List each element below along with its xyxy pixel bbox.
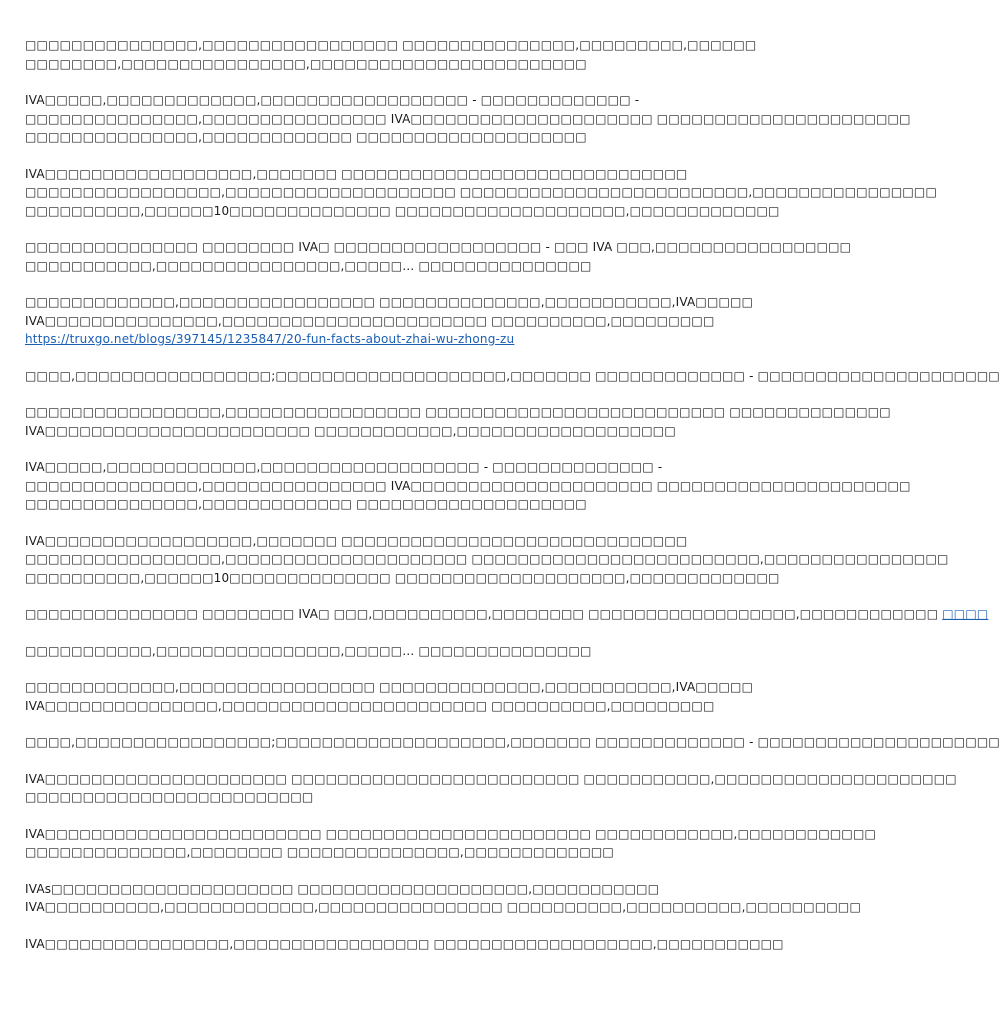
paragraph-12 xyxy=(25,678,754,715)
paragraph-14 xyxy=(25,770,957,807)
text-line: IVA□□□□□□□□□□□□□□□□,□□□□□□□□□□□□□□□□□ □□□□□□□□□□□□□□□□□□□,□□□□□□□□□□□ xyxy=(25,936,784,951)
text-line: □□□□□□□□□□□□□□□,□□□□□□□□□□□□□□□□ IVA□□□□□□□□□□□□□□□□□□□□□ □□□□□□□□□□□□□□□□□□□□□□ xyxy=(25,478,911,493)
paragraph-16 xyxy=(25,880,861,917)
text-line xyxy=(25,330,695,349)
inline-link[interactable]: □□□□ xyxy=(942,607,989,621)
text-line: □□□□□□□□□□□□□□□,□□□□□□□□□□□□□□□□□ □□□□□□□□□□□□□□□,□□□□□□□□□,□□□□□□ xyxy=(25,38,757,52)
text-line: □□□□□□□□□□□□□□,□□□□□□□□ □□□□□□□□□□□□□□□,□□□□□□□□□□□□□ xyxy=(25,845,614,859)
paragraph-6 xyxy=(25,367,1000,386)
text-line: □□□□□□□□□□□□□□□□□,□□□□□□□□□□□□□□□□□□□□ □□□□□□□□□□□□□□□□□□□□□□□□□,□□□□□□□□□□□□□□□□ xyxy=(25,185,937,199)
blog-post-link[interactable]: https://truxgo.net/blogs/397145/1235847/20-fun-facts-about-zhai-wu-zhong-zu xyxy=(25,332,515,346)
text-line: IVA□□□□□□□□□□□□□□□,□□□□□□□□□□□□□□□□□□□□□□□ □□□□□□□□□□,□□□□□□□□□ xyxy=(25,313,715,328)
text-line: IVA□□□□□,□□□□□□□□□□□□□,□□□□□□□□□□□□□□□□□□ - □□□□□□□□□□□□□ - xyxy=(25,93,640,107)
text-line: □□□□□□□□□□□,□□□□□□□□□□□□□□□□,□□□□□… □□□□□□□□□□□□□□□ xyxy=(25,643,592,658)
text-line xyxy=(25,605,989,624)
text-line: IVA□□□□□□□□□□□□□□□□□□,□□□□□□□ □□□□□□□□□□□□□□□□□□□□□□□□□□□□□□ xyxy=(25,533,688,548)
text-line: IVAs□□□□□□□□□□□□□□□□□□□□□ □□□□□□□□□□□□□□□□□□□□,□□□□□□□□□□□ xyxy=(25,881,660,896)
text-line: □□□□□□□□□□,□□□□□□10□□□□□□□□□□□□□□ □□□□□□□□□□□□□□□□□□□□,□□□□□□□□□□□□□ xyxy=(25,570,780,585)
text-line: IVA□□□□□□□□□□□□□□□□□□,□□□□□□□ □□□□□□□□□□□□□□□□□□□□□□□□□□□□□□ xyxy=(25,166,688,181)
paragraph-3 xyxy=(25,165,937,221)
text-line: □□□□□□□□□□□□□□□,□□□□□□□□□□□□□ □□□□□□□□□□□□□□□□□□□□ xyxy=(25,497,587,511)
text-line: □□□□□□□□,□□□□□□□□□□□□□□□□,□□□□□□□□□□□□□□□□□□□□□□□□ xyxy=(25,56,587,71)
paragraph-1 xyxy=(25,36,757,73)
text-line: □□□□□□□□□□,□□□□□□10□□□□□□□□□□□□□□ □□□□□□□□□□□□□□□□□□□□,□□□□□□□□□□□□□ xyxy=(25,203,780,218)
text-line: □□□□□□□□□□□□□□□□□,□□□□□□□□□□□□□□□□□□□□□ □□□□□□□□□□□□□□□□□□□□□□□□□,□□□□□□□□□□□□□□□□ xyxy=(25,552,949,566)
text-line: □□□□□□□□□□□,□□□□□□□□□□□□□□□□,□□□□□… □□□□□□□□□□□□□□□ xyxy=(25,258,592,273)
text-line: □□□□□□□□□□□□□□□□□□□□□□□□□ xyxy=(25,790,314,804)
text-line: IVA□□□□□□□□□□□□□□□□□□□□□□□□ □□□□□□□□□□□□□□□□□□□□□□□ □□□□□□□□□□□□,□□□□□□□□□□□□ xyxy=(25,826,877,841)
paragraph-2 xyxy=(25,91,911,147)
text-line: □□□□□□□□□□□□□□□,□□□□□□□□□□□□□ □□□□□□□□□□□□□□□□□□□□ xyxy=(25,130,587,144)
paragraph-13 xyxy=(25,733,1000,752)
text-line: IVA□□□□□□□□□□□□□□□□□□□□□ □□□□□□□□□□□□□□□□□□□□□□□□□ □□□□□□□□□□□,□□□□□□□□□□□□□□□□□□□□□ xyxy=(25,771,957,786)
text-line: IVA□□□□□□□□□□□□□□□□□□□□□□□ □□□□□□□□□□□□,□□□□□□□□□□□□□□□□□□□ xyxy=(25,423,676,438)
text-line: □□□□,□□□□□□□□□□□□□□□□□;□□□□□□□□□□□□□□□□□□□□,□□□□□□□ □□□□□□□□□□□□□ - □□□□□□□□□□□□□□□□□□□□□ xyxy=(25,368,1000,383)
paragraph-15 xyxy=(25,825,877,862)
text-line: □□□□□□□□□□□□□□□ □□□□□□□□ IVA□ □□□□□□□□□□□□□□□□□□ - □□□ IVA □□□,□□□□□□□□□□□□□□□□□ xyxy=(25,240,852,254)
text-line: □□□□□□□□□□□□□,□□□□□□□□□□□□□□□□□ □□□□□□□□□□□□□□,□□□□□□□□□□□,IVA□□□□□ xyxy=(25,295,754,309)
paragraph-5 xyxy=(25,293,754,349)
text-line: IVA□□□□□□□□□□,□□□□□□□□□□□□□,□□□□□□□□□□□□□□□□ □□□□□□□□□□,□□□□□□□□□□,□□□□□□□□□□ xyxy=(25,900,861,914)
text-line: □□□□,□□□□□□□□□□□□□□□□□;□□□□□□□□□□□□□□□□□□□□,□□□□□□□ □□□□□□□□□□□□□ - □□□□□□□□□□□□□□□□□□□□□ xyxy=(25,735,1000,749)
paragraph-10 xyxy=(25,605,989,624)
text-line: □□□□□□□□□□□□□□□□□,□□□□□□□□□□□□□□□□□ □□□□□□□□□□□□□□□□□□□□□□□□□□ □□□□□□□□□□□□□□ xyxy=(25,405,891,419)
text-line: IVA□□□□□□□□□□□□□□□,□□□□□□□□□□□□□□□□□□□□□□□ □□□□□□□□□□,□□□□□□□□□ xyxy=(25,698,715,713)
paragraph-7 xyxy=(25,403,891,440)
paragraph-8 xyxy=(25,458,911,514)
paragraph-4 xyxy=(25,238,852,275)
text-line: □□□□□□□□□□□□□,□□□□□□□□□□□□□□□□□ □□□□□□□□□□□□□□,□□□□□□□□□□□,IVA□□□□□ xyxy=(25,680,754,694)
paragraph-9 xyxy=(25,532,949,588)
line-text: □□□□□□□□□□□□□□□ □□□□□□□□ IVA□ □□□,□□□□□□□□□□,□□□□□□□□ □□□□□□□□□□□□□□□□□□,□□□□□□□□□□□□ xyxy=(25,607,939,621)
paragraph-11 xyxy=(25,642,695,661)
text-line: IVA□□□□□,□□□□□□□□□□□□□,□□□□□□□□□□□□□□□□□□□ - □□□□□□□□□□□□□□ - xyxy=(25,460,663,474)
document-body xyxy=(25,36,1000,971)
text-line: □□□□□□□□□□□□□□□,□□□□□□□□□□□□□□□□ IVA□□□□□□□□□□□□□□□□□□□□□ □□□□□□□□□□□□□□□□□□□□□□ xyxy=(25,111,911,126)
paragraph-17 xyxy=(25,935,784,954)
